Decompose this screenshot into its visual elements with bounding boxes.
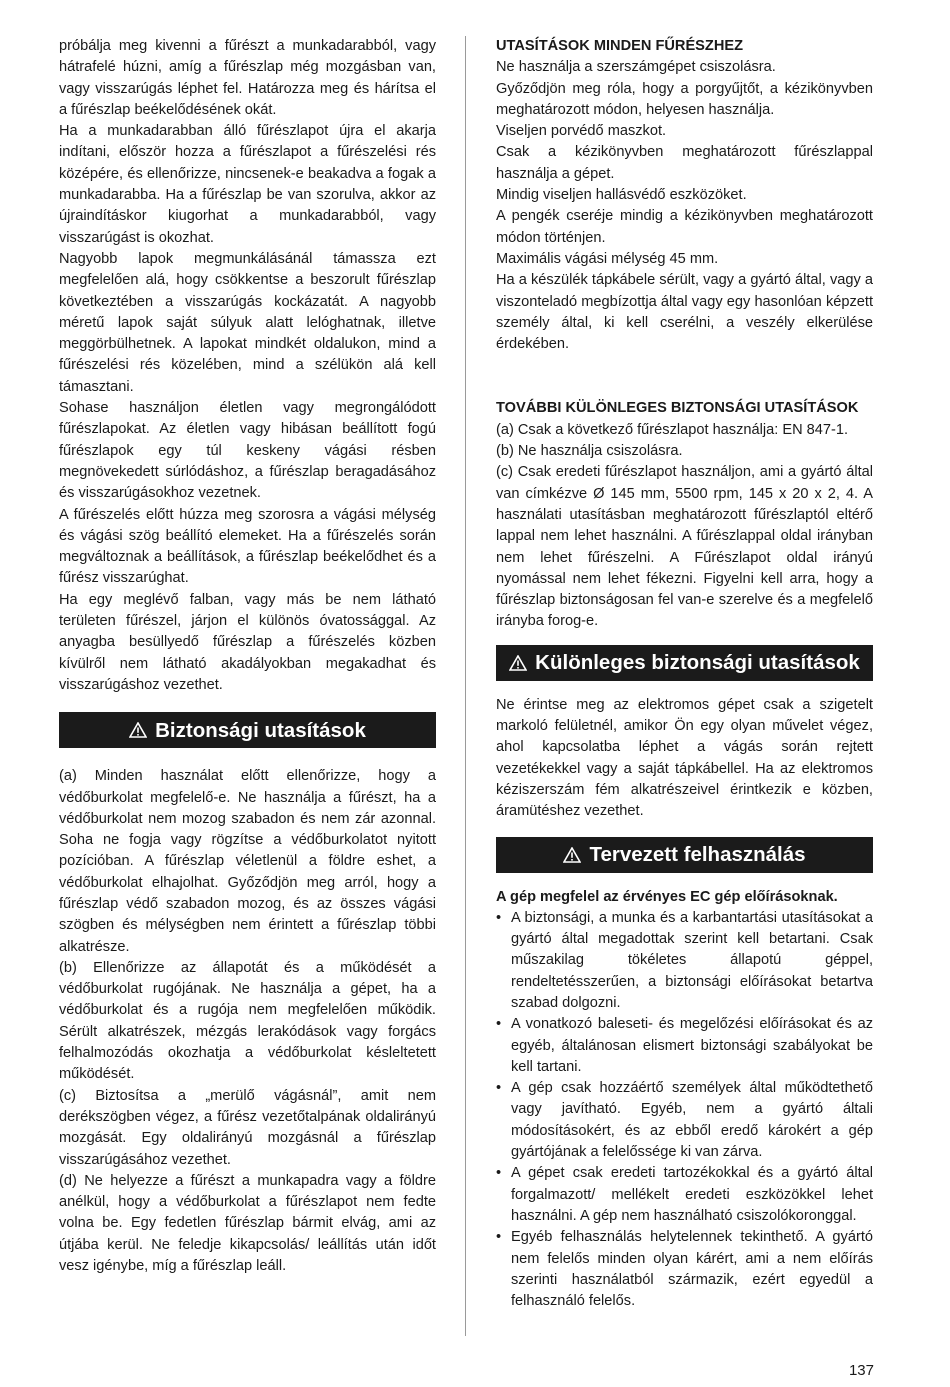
paragraph-restart-blade: Ha a munkadarabban álló fűrészlapot újra el akarja indítani, először hozza a fűrészlapot a fűrészelési rés középére, és ellenőrizze, nincsenek-e beakadva a fogak a munkadarabba. Ha a fűrészlap be van szorulva, akkor az újraindításkor kiugorhat a munkadarabból, vagy visszarúgást is okozhat. <box>59 123 436 246</box>
special-line: (c) Csak eredeti fűrészlapot használjon, ami a gyártó által van címkézve Ø 145 mm, 5500 rpm, 145 x 20 x 2, 4. A használati utasításban meghatározott fűrészlaptól eltérő lappal nem lehet használni. A fűrészlappal oldal irányban nem lehet fűrészelni. A Fűrészlapot oldal irányú nyomással nem lehet fékezni. Figyelni kell arra, hogy a fűrészlap biztonságosan fel van-e szerelve és a megfelelő irányba forog-e. <box>496 464 873 630</box>
list-item: • Egyéb felhasználás helytelennek tekinthető. A gyártó nem felelős minden olyan kárért, ami a nem előírás szerinti használatból származik, ezért egyedül a felhasználó felelős. <box>496 1227 873 1312</box>
list-item: • A biztonsági, a munka és a karbantartási utasításokat a gyártó által megadottak szerint kell betartani. Csak műszakilag tökéletes állapotú géppel, rendeltetésszerűen, a biztonsági előírásokat betartva szabad dolgozni. <box>496 908 873 1014</box>
intended-use-banner <box>496 837 873 873</box>
paragraph-blade-withdraw: próbálja meg kivenni a fűrészt a munkadarabból, vagy hátrafelé húzni, amíg a fűrészlap még mozgásban van, vagy visszarúgás léphet fel. Határozza meg és hárítsa el a fűrészlap beékelődésének okát. <box>59 38 436 118</box>
paragraph-dull-blades: Sohase használjon életlen vagy megrongálódott fűrészlapokat. Az életlen vagy hibásan beállított fogú fűrészlapok egy túl keskeny vágási résben megnövekedett súrlódáshoz, a fűrészlap beragadásához és visszarúgásokhoz vezetnek. <box>59 400 436 502</box>
special-line: (a) Csak a következő fűrészlapot használja: EN 847-1. <box>496 421 849 438</box>
general-line: Csak a kézikönyvben meghatározott fűrészlappal használja a gépet. <box>496 144 873 182</box>
general-line: Maximális vágási mélység 45 mm. <box>496 250 719 267</box>
intended-use-title: Tervezett felhasználás <box>589 842 806 866</box>
paragraph-wall-cutting: Ha egy meglévő falban, vagy más be nem látható területen fűrészel, járjon el különös óvatossággal. Az anyagba besüllyedő fűrészlap a fűrészelés közben kívülről nem látható akadályokban megakadhat és visszarúgáshoz vezethet. <box>59 591 436 693</box>
column-divider <box>465 36 466 1336</box>
paragraph-guard-spring: (b) Ellenőrizze az állapotát és a működését a védőburkolat rugójának. Ne használja a gépet, ha a védőburkolat és a rugója nem megfelelően működik. Sérült alkatrészek, mézgás lerakódások vagy forgács felhalmozódás okozhatja a védőburkolat késleltetett működését. <box>59 959 436 1083</box>
paragraph-support-panels: Nagyobb lapok megmunkálásánál támassza ezt megfelelően alá, hogy csökkentse a beszorult fűrészlap következtében a visszarúgás kockázatát. A nagyobb méretű lapok saját súlyuk alatt lelóghatnak, illetve meggörbülhetnek. A lapokat mindkét oldalukon, mind a fűrészelési rés közelében, mind a szélükön alá kell támasztani. <box>59 250 436 395</box>
special-safety-heading: TOVÁBBI KÜLÖNLEGES BIZTONSÁGI UTASÍTÁSOK <box>496 400 859 417</box>
page-number: 137 <box>848 1362 874 1379</box>
paragraph-plunge-cut: (c) Biztosítsa a „merülő vágásnál”, amit nem derékszögben végez, a fűrész vezetőtalpának oldalirányú mozgását. Egy oldalirányú mozgásnál a fűrészlap visszarúgásához vezethet. <box>59 1087 436 1168</box>
special-line: (b) Ne használja csiszolásra. <box>496 443 683 460</box>
general-line: Ha a készülék tápkábele sérült, vagy a gyártó által, vagy a viszonteladó megbízottja által vagy egy hasonlóan képzett személy által, ki kell cserélni, a veszély elkerülése érdekében. <box>496 272 873 353</box>
special-safety-banner <box>496 645 873 681</box>
safety-instructions-title: Biztonsági utasítások <box>155 718 366 742</box>
paragraph-insulated-grip: Ne érintse meg az elektromos gépet csak a szigetelt markoló felületnél, amikor Ön egy olyan művelet végez, ahol kapcsolatba léphet a vágás során rejtett vezetékekkel vagy a saját tápkábellel. Ha az elektromos kéziszerszám fém alkatrészeivel érintkezik e közben, áramütéshez vezethet. <box>496 696 873 820</box>
warning-triangle-icon <box>129 722 147 738</box>
safety-instructions-banner <box>59 712 436 748</box>
list-item: • A vonatkozó baleseti- és megelőzési előírásokat és az egyéb, általánosan elismert biztonsági szabályokat be kell tartani. <box>496 1014 873 1078</box>
intended-use-list <box>496 908 873 1313</box>
general-line: Győződjön meg róla, hogy a porgyűjtőt, a kézikönyvben meghatározott módon, helyesen használja. <box>496 80 873 118</box>
warning-triangle-icon <box>563 847 581 863</box>
special-safety-title: Különleges biztonsági utasítások <box>535 651 860 675</box>
general-line: A pengék cseréje mindig a kézikönyvben meghatározott módon történjen. <box>496 208 873 246</box>
general-saw-instructions-heading: UTASÍTÁSOK MINDEN FŰRÉSZHEZ <box>496 38 744 54</box>
general-line: Viseljen porvédő maszkot. <box>496 123 667 140</box>
paragraph-guard-check: (a) Minden használat előtt ellenőrizze, hogy a védőburkolat megfelelő-e. Ne használja a fűrészt, ha a védőburkolat nem mozog szabadon és nem zár azonnal. Soha ne fogja vagy rögzítse a védőburkolatot nyitott pozícióban. A fűrészlap véletlenül a földre eshet, a védőburkolat elhajolhat. Győződjön meg arról, hogy a fűrészlap védő szabadon mozog, és az összes vágási szögben és mélységben nem érintett a fűrészlap többi alkatrésze. <box>59 768 436 955</box>
general-line: Ne használja a szerszámgépet csiszolásra. <box>496 59 776 76</box>
right-column <box>496 36 873 1312</box>
warning-triangle-icon <box>509 655 527 671</box>
ec-compliance-heading: A gép megfelel az érvényes EC gép előírásoknak. <box>496 888 838 905</box>
paragraph-tighten-settings: A fűrészelés előtt húzza meg szorosra a vágási mélység és vágási szög beállító elemeket. Ha a fűrészelés során megváltoznak a beállítások, a fűrészlap beékelődhet és a fűrész visszarúghat. <box>59 506 436 587</box>
left-column <box>59 36 436 1277</box>
paragraph-set-down-saw: (d) Ne helyezze a fűrészt a munkapadra vagy a földre anélkül, hogy a védőburkolat a fűrészlapot nem fedte volna be. Egy fedetlen fűrészlap bármit elvág, ami az útjába kerül. Ne feledje kikapcsolás/ leállítás után időt vesz igénybe, míg a fűrészlap leáll. <box>59 1172 436 1275</box>
list-item: • A gép csak hozzáértő személyek által működtethető vagy javítható. Egyéb, nem a gyártó általi módosításokért, és az ebből eredő károkért a gép gyártójának a felelőssége ki van zárva. <box>496 1078 873 1163</box>
general-line: Mindig viseljen hallásvédő eszközöket. <box>496 187 747 204</box>
list-item: • A gépet csak eredeti tartozékokkal és a gyártó által forgalmazott/ mellékelt eredeti eszközökkel lehet használni. A gép nem használható csiszolókoronggal. <box>496 1163 873 1227</box>
